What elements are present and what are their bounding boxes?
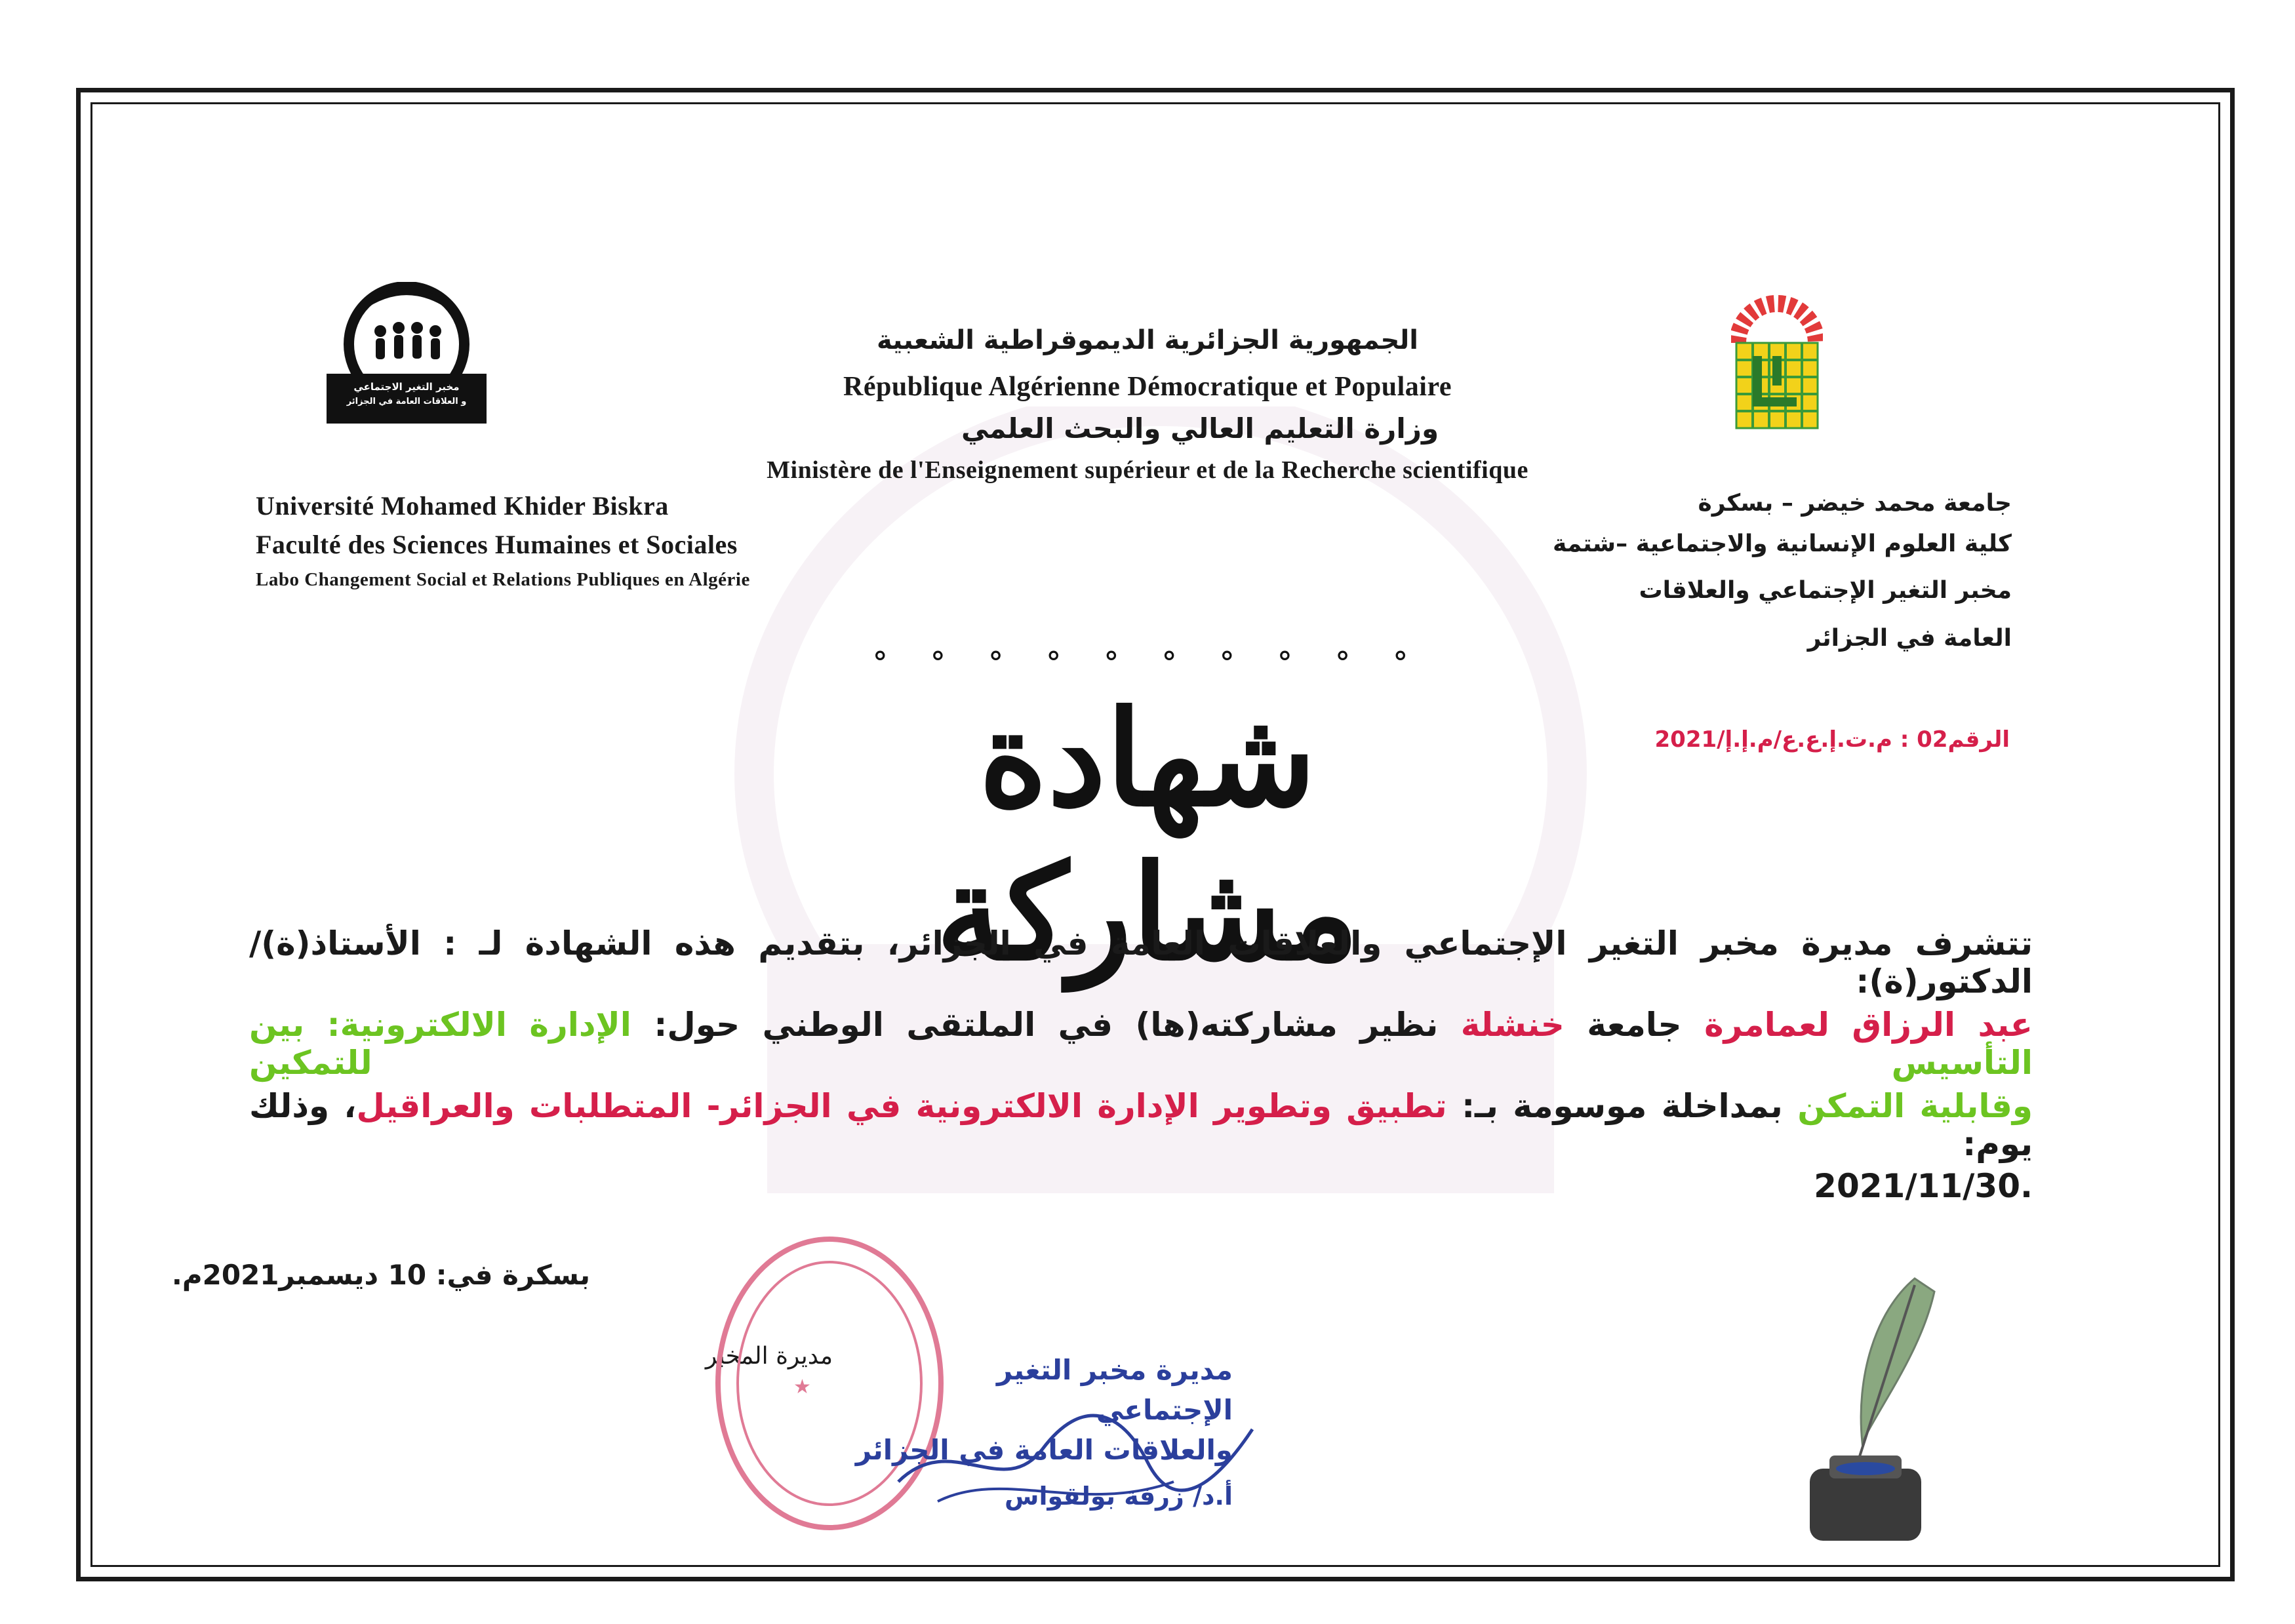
university-logo-icon	[1731, 294, 1823, 433]
right-lab: مخبر التغير الإجتماعي والعلاقات العامة في الجزائر	[1639, 576, 2012, 652]
left-lab: Labo Changement Social et Relations Publiques en Algérie	[256, 568, 750, 590]
place-date: بسكرة في: 10 ديسمبر2021م.	[171, 1259, 590, 1291]
lab-logo-text-1: مخبر التغير الاجتماعي	[353, 381, 460, 393]
header-ar-ministry: وزارة التعليم العالي والبحث العلمي	[961, 412, 1439, 445]
header-fr-republic: République Algérienne Démocratique et Populaire	[843, 372, 1452, 402]
right-faculty: كلية العلوم الإنسانية والاجتماعية –شتمة	[1553, 530, 2012, 557]
certificate-title: شهادة مشاركة	[936, 682, 1359, 990]
handwritten-signature-icon	[872, 1351, 1266, 1521]
intervention-title: تطبيق وتطوير الإدارة الالكترونية في الجزائر- المتطلبات والعراقيل	[356, 1087, 1447, 1125]
lab-logo	[321, 282, 492, 426]
signature-label: مديرة المخبر	[705, 1343, 833, 1370]
stamp-line-1: مديرة مخبر التغير الإجتماعي	[996, 1354, 1233, 1426]
title-ornament: ˚ ˚ ˚ ˚ ˚ ˚ ˚ ˚ ˚ ˚	[871, 649, 1424, 690]
lab-logo-text-2: و العلاقات العامة في الجزائر	[346, 397, 467, 406]
svg-text:★: ★	[793, 1376, 811, 1398]
body-line-1	[249, 924, 2033, 1000]
header-fr-ministry: Ministère de l'Enseignement supérieur et de la Recherche scientifique	[767, 456, 1528, 484]
event-date: 2021/11/30.	[1814, 1167, 2033, 1205]
participant-name: عبد الرزاق لعمامرة	[1704, 1006, 2033, 1044]
body-line-2	[249, 1006, 2033, 1082]
stamp-name: أ.د/ زرفة بولقواس	[1005, 1481, 1233, 1511]
stamp-line-2: والعلاقات العامة في الجزائر	[855, 1433, 1233, 1466]
right-university: جامعة محمد خيضر – بسكرة	[1698, 490, 2012, 517]
event-title-part2: وقابلية التمكن	[1797, 1087, 2033, 1125]
university-prefix: جامعة	[1587, 1006, 1682, 1044]
left-university: Université Mohamed Khider Biskra	[256, 491, 669, 521]
reference-number: الرقم02 : م.ت.إ.ع.ع/م.إ.إ/2021	[1654, 726, 2010, 753]
body-line-3	[249, 1087, 2033, 1163]
day-prefix: ، وذلك يوم:	[249, 1087, 2033, 1163]
participant-university: خنشلة	[1460, 1006, 1565, 1044]
left-institution-block	[256, 492, 911, 590]
left-faculty: Faculté des Sciences Humaines et Sociales	[256, 529, 738, 559]
quill-inkwell-icon	[1784, 1272, 1954, 1547]
body-intro: تتشرف مديرة مخبر التغير الإجتماعي والعلاقات العامة في الجزائر، بتقديم هذه الشهادة لـ : الأستاذ(ة)/الدكتور(ة):	[249, 924, 2033, 1000]
event-title-part1: الإدارة الالكترونية: بين التأسيس للتمكين	[249, 1006, 2033, 1082]
right-institution-block	[1369, 485, 2012, 663]
header-ar-republic: الجمهورية الجزائرية الديموقراطية الشعبية	[877, 325, 1418, 355]
participation-text: نظير مشاركته(ها) في الملتقى الوطني حول:	[654, 1006, 1439, 1044]
intervention-prefix: بمداخلة موسومة بـ:	[1462, 1087, 1783, 1125]
